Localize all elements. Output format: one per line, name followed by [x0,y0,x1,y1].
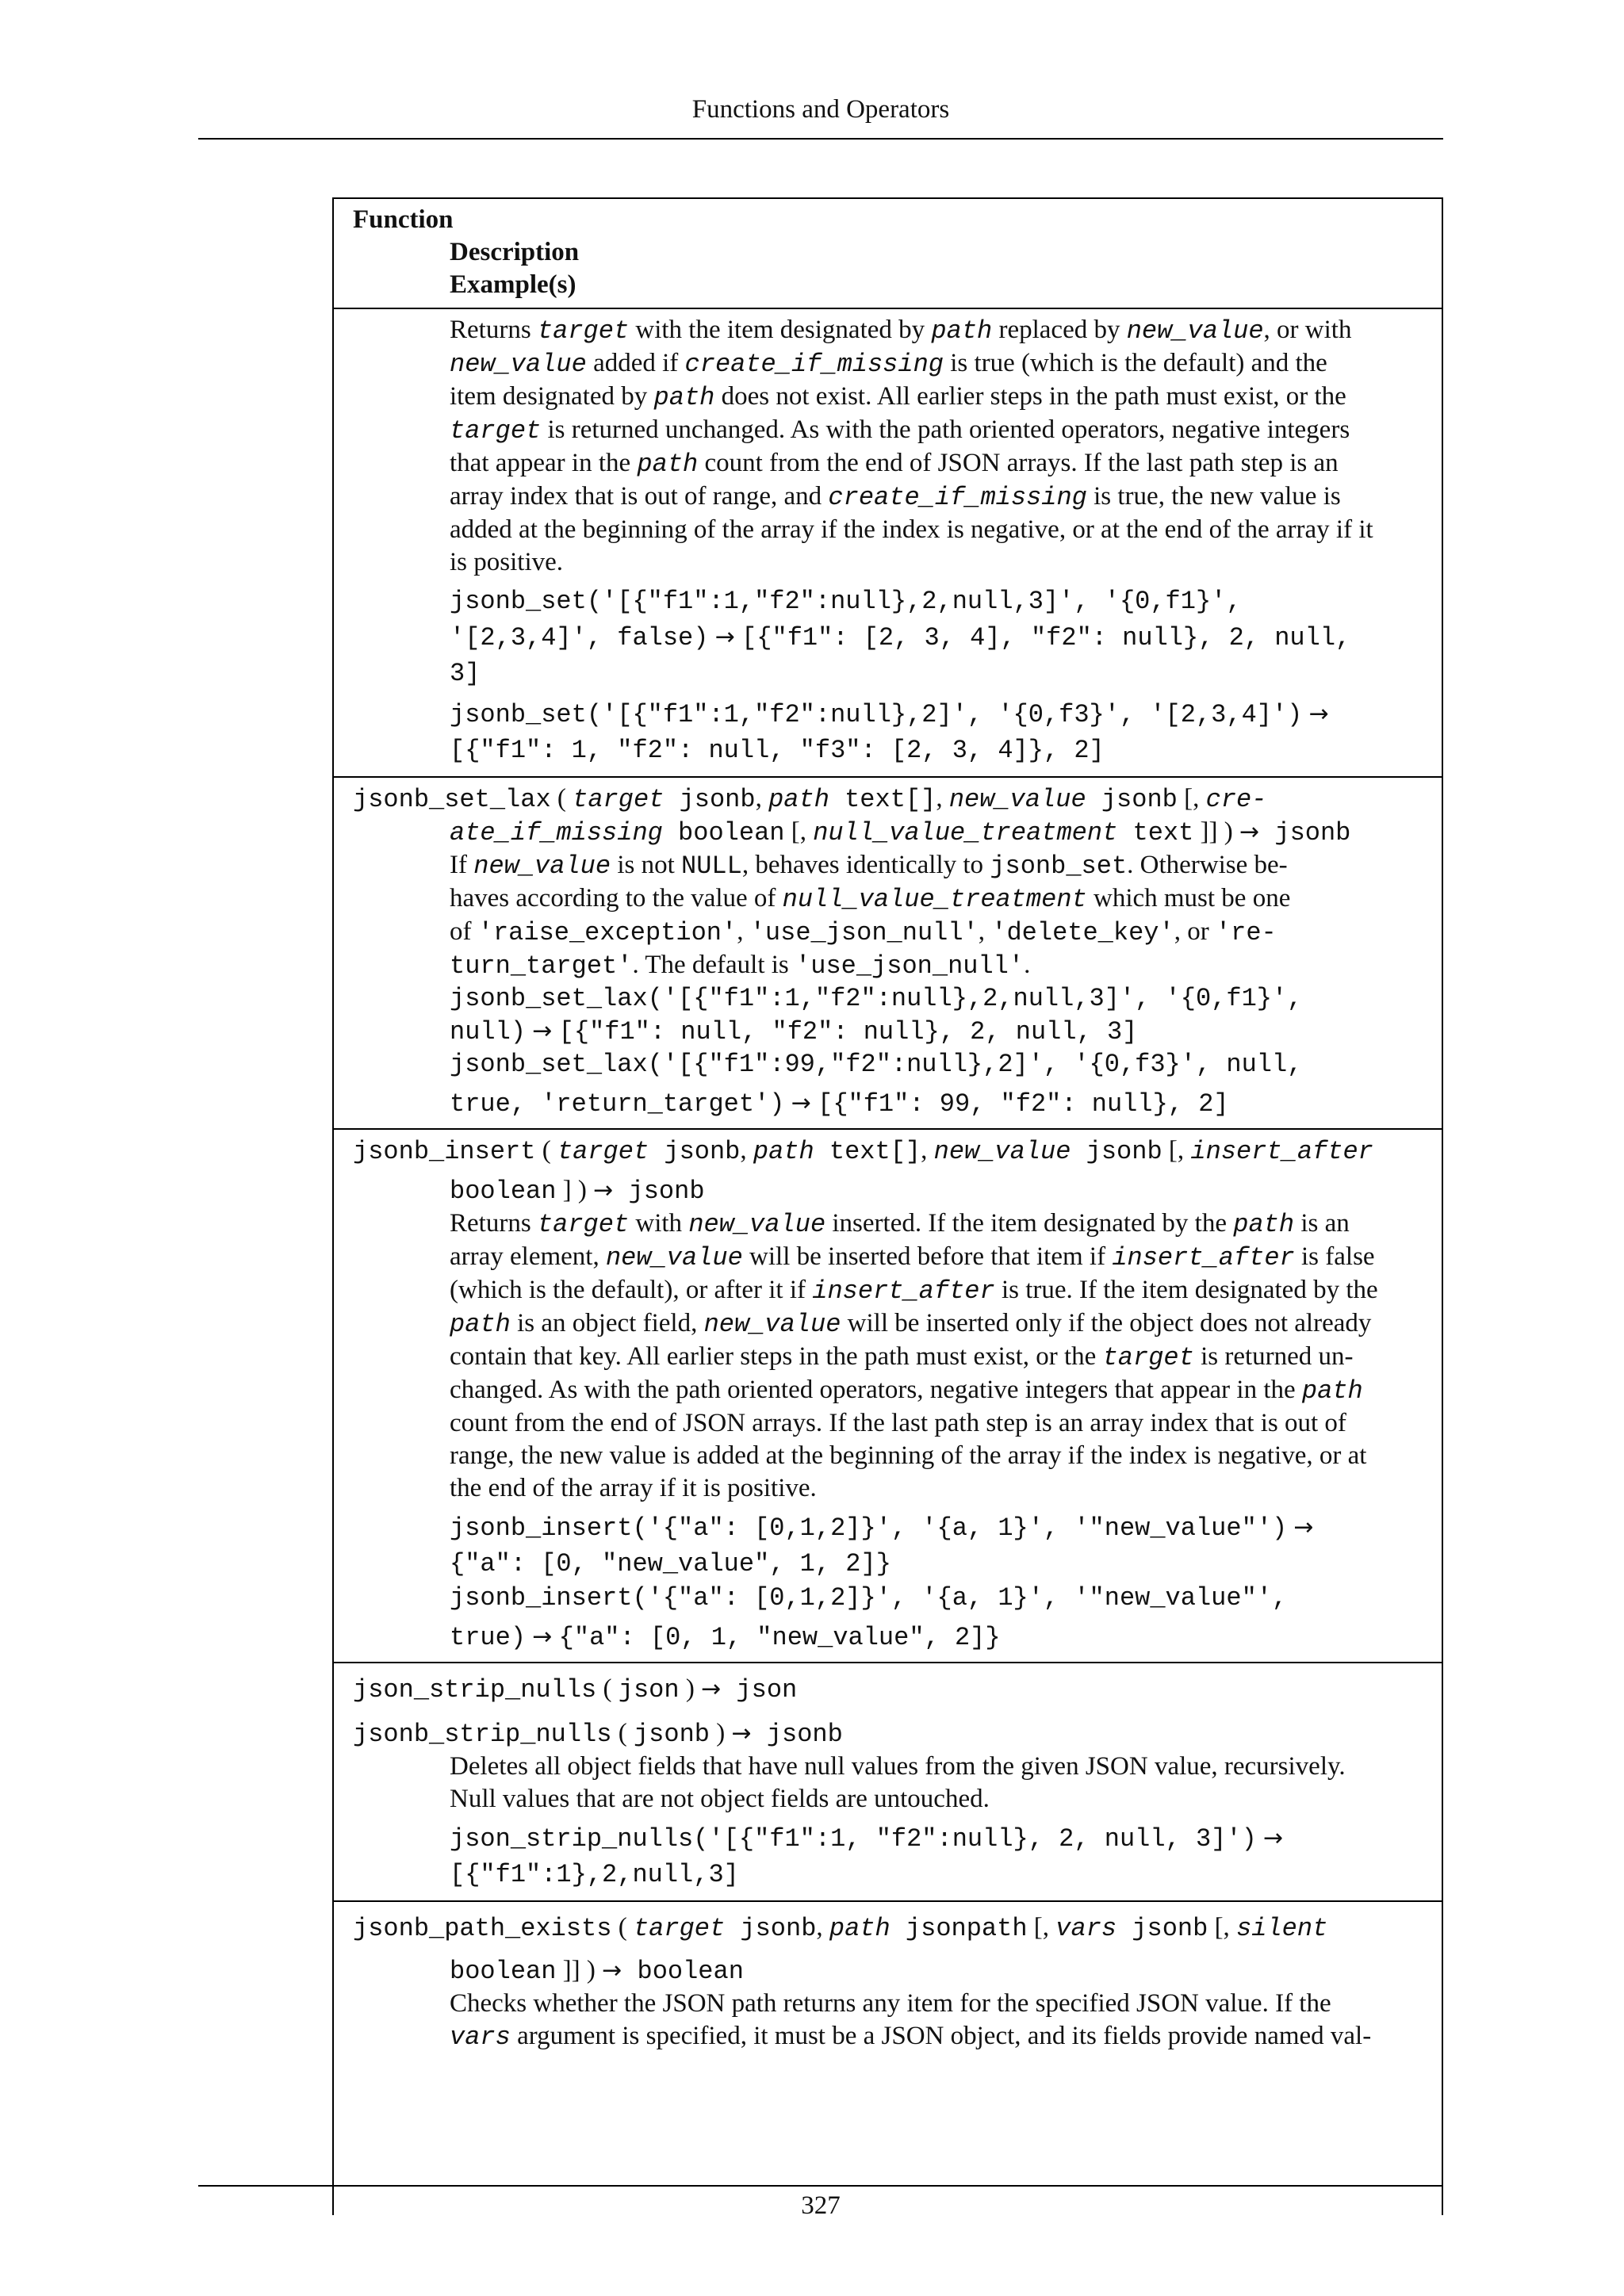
example-jsonb-insert-1: jsonb_insert('{"a": [0,1,2]}', '{a, 1}', '"new_value"') → {"a": [0, "new_value", 1, 2]} [450,1513,1314,1578]
header-examples: Example(s) [450,270,576,299]
description-strip-nulls: Deletes all object fields that have null values from the given JSON value, recursively. Null values that are not object fields are untouched. [450,1752,1346,1813]
arrow-icon: → [593,1177,614,1204]
signature-jsonb-path-exists: jsonb_path_exists ( target jsonb, path jsonpath [, vars jsonb [, silent [353,1913,1328,1943]
header-rule [198,138,1443,140]
functions-table [332,197,1443,2215]
arrow-icon: → [1293,1513,1314,1541]
arrow-icon: → [1308,700,1329,728]
header-function: Function [353,205,454,234]
arrow-icon: → [532,1017,553,1045]
example-jsonb-set-lax-1: jsonb_set_lax('[{"f1":1,"f2":null},2,null,3]', '{0,f1}', null) → [{"f1": null, "f2": null}, 2, null, 3] [450,984,1303,1047]
table-row-jsonb-path-exists: jsonb_path_exists ( target jsonb, path jsonpath [, vars jsonb [, silent boolean ]] ) → boolean Checks whether the JSON path returns any item for the specified JSON value. If the vars argument is specified, it must be a JSON object, and its fields provide named val- [334,1902,1442,2215]
signature-jsonb-strip-nulls: jsonb_strip_nulls ( jsonb ) → jsonb [353,1719,843,1749]
table-row-jsonb-insert: jsonb_insert ( target jsonb, path text[], new_value jsonb [, insert_after boolean ] ) → jsonb Returns target with new_value inserted. If the item designated by the path is an array element, new_value will be inserted before that item if insert_after is false (which is the default), or after it if insert_after is true. If the item designated by the path is an object field, new_value will be inserted only if the object does not already contain that key. All earlier steps in the path must exist, or the target is returned un- changed. As with the path oriented operators, negative integers that appear in the path count from the end of JSON arrays. If the last path step is an array index that is out of range, the new value is added at the beginning of the array if the index is negative, or at the end of the array if it is positive. jsonb_insert('{"a": [0,1,2]}', '{a, 1}', '"new_value"') → {"a": [0, "new_value", 1, 2]} jsonb_insert('{"a": [0,1,2]}', '{a, 1}', '"new_value"', true) → {"a": [0, 1, "new_value", 2]} [334,1130,1442,1663]
example-strip-nulls: json_strip_nulls('[{"f1":1, "f2":null}, 2, null, 3]') → [{"f1":1},2,null,3] [450,1824,1284,1889]
arrow-icon: → [731,1720,752,1747]
example-jsonb-set-1: jsonb_set('[{"f1":1,"f2":null},2,null,3]', '{0,f1}', '[2,3,4]', false) → [{"f1": [2, 3, 4], "f2": null}, 2, null, 3] [450,587,1351,688]
arrow-icon: → [532,1623,553,1651]
page-number: 327 [801,2191,841,2220]
signature-json-strip-nulls: json_strip_nulls ( json ) → json [353,1674,798,1705]
table-row-jsonb-set [334,309,1442,778]
description-jsonb-set-lax: If new_value is not NULL, behaves identically to jsonb_set. Otherwise be- haves according to the value of null_value_treatment which must be one of 'raise_exception', 'use_json_null', 'delete_key', or 're- turn_target'. The default is 'use_json_null'. [450,851,1291,981]
arrow-icon: → [714,623,735,651]
example-jsonb-insert-2: jsonb_insert('{"a": [0,1,2]}', '{a, 1}', '"new_value"', true) → {"a": [0, 1, "new_value", 2]} [450,1583,1288,1652]
arrow-icon: → [602,1957,622,1984]
description-jsonb-insert: Returns target with new_value inserted. If the item designated by the path is an array element, new_value will be inserted before that item if insert_after is false (which is the default), or after it if insert_after is true. If the item designated by the path is an object field, new_value will be inserted only if the object does not already contain that key. All earlier steps in the path must exist, or the target is returned un- changed. As with the path oriented operators, negative integers that appear in the path count from the end of JSON arrays. If the last path step is an array index that is out of range, the new value is added at the beginning of the array if the index is negative, or at the end of the array if it is positive. [450,1209,1378,1502]
header-description: Description [450,238,580,266]
arrow-icon: → [701,1675,722,1703]
arrow-icon: → [1263,1824,1284,1852]
description-jsonb-path-exists: Checks whether the JSON path returns any item for the specified JSON value. If the vars argument is specified, it must be a JSON object, and its fields provide named val- [450,1989,1372,2052]
arrow-icon: → [1239,818,1260,846]
signature-jsonb-insert: jsonb_insert ( target jsonb, path text[], new_value jsonb [, insert_after [353,1136,1373,1166]
footer-rule [198,2185,1443,2187]
arrow-icon: → [791,1089,811,1117]
table-row-jsonb-set-lax: jsonb_set_lax ( target jsonb, path text[], new_value jsonb [, cre- ate_if_missing boolean [, null_value_treatment text ]] ) → jsonb If new_value is not NULL, behaves identically to jsonb_set. Otherwise be- haves according to the value of null_value_treatment which must be one of 'raise_exception', 'use_json_null', 'delete_key', or 're- turn_target'. The default is 'use_json_null'. jsonb_set_lax('[{"f1":1,"f2":null},2,null,3]', '{0,f1}', null) → [{"f1": null, "f2": null}, 2, null, 3] jsonb_set_lax('[{"f1":99,"f2":null},2]', '{0,f3}', null, true, 'return_target') → [{"f1": 99, "f2": null}, 2] [334,778,1442,1130]
table-header [334,199,1442,309]
example-jsonb-set-2: jsonb_set('[{"f1":1,"f2":null},2]', '{0,f3}', '[2,3,4]') → [{"f1": 1, "f2": null, "f3": [2, 3, 4]}, 2] [450,700,1329,765]
signature-jsonb-set-lax: jsonb_set_lax ( target jsonb, path text[], new_value jsonb [, cre- [353,784,1267,814]
description-jsonb-set: Returns target with the item designated by path replaced by new_value, or with new_value added if create_if_missing is true (which is the default) and the item designated by path does not exist. All earlier steps in the path must exist, or the target is returned unchanged. As with the path oriented operators, negative integers that appear in the path count from the end of JSON arrays. If the last path step is an array index that is out of range, and create_if_missing is true, the new value is added at the beginning of the array if the index is negative, or at the end of the array if it is positive. [450,316,1373,576]
example-jsonb-set-lax-2: jsonb_set_lax('[{"f1":99,"f2":null},2]', '{0,f3}', null, true, 'return_target') → [{"f1": 99, "f2": null}, 2] [450,1050,1303,1119]
running-header: Functions and Operators [691,95,950,124]
table-row-strip-nulls [334,1663,1442,1902]
